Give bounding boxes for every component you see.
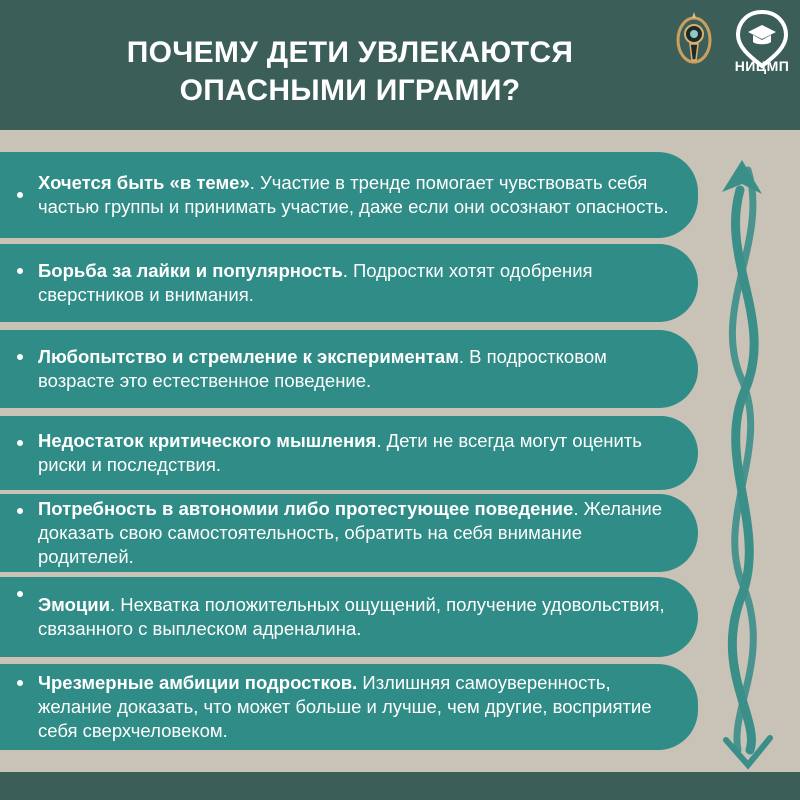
item-description: . Нехватка положительных ощущений, получение удовольствия, связанного с выплеском адреналина. [38, 594, 665, 639]
list-item [0, 577, 698, 657]
item-heading: Любопытство и стремление к экспериментам [38, 346, 459, 367]
list-item [0, 152, 698, 238]
item-description: . Желание доказать свою самостоятельность, обратить на себя внимание родителей. [38, 498, 663, 567]
item-heading: Чрезмерные амбиции подростков. [38, 672, 358, 693]
item-text [38, 671, 674, 743]
item-heading: Эмоции [38, 594, 111, 615]
item-heading: Хочется быть «в теме» [38, 172, 250, 193]
item-text [38, 593, 674, 641]
bullet-icon [17, 680, 23, 686]
footer-bar [0, 772, 800, 800]
logo-text: НИЦМП [734, 58, 790, 74]
title-line-2: ОПАСНЫМИ ИГРАМИ? [179, 74, 521, 107]
item-heading: Борьба за лайки и популярность [38, 260, 343, 281]
item-description: . В подростковом возрасте это естественное поведение. [38, 346, 607, 391]
list-item [0, 494, 698, 572]
bullet-icon [17, 192, 23, 198]
item-text [38, 497, 674, 569]
item-description: . Дети не всегда могут оценить риски и последствия. [38, 430, 642, 475]
item-heading: Потребность в автономии либо протестующее поведение [38, 498, 574, 519]
item-text [38, 429, 674, 477]
list-item [0, 330, 698, 408]
item-text [38, 259, 674, 307]
item-description: Излишняя самоуверенность, желание доказать, что может больше и лучше, чем другие, восприятие себя сверхчеловеком. [38, 672, 652, 741]
bullet-icon [17, 354, 23, 360]
item-heading: Недостаток критического мышления [38, 430, 377, 451]
bullet-icon [17, 440, 23, 446]
item-description: . Участие в тренде помогает чувствовать себя частью группы и принимать участие, даже если они осознают опасность. [38, 172, 669, 217]
item-description: . Подростки хотят одобрения сверстников и внимания. [38, 260, 593, 305]
title-line-1: ПОЧЕМУ ДЕТИ УВЛЕКАЮТСЯ [126, 36, 574, 69]
bullet-icon [17, 268, 23, 274]
list-item [0, 244, 698, 322]
item-text [38, 171, 674, 219]
list-item [0, 664, 698, 750]
item-text [38, 345, 674, 393]
bullet-icon [17, 508, 23, 514]
list-item [0, 416, 698, 490]
bullet-icon [17, 591, 23, 597]
